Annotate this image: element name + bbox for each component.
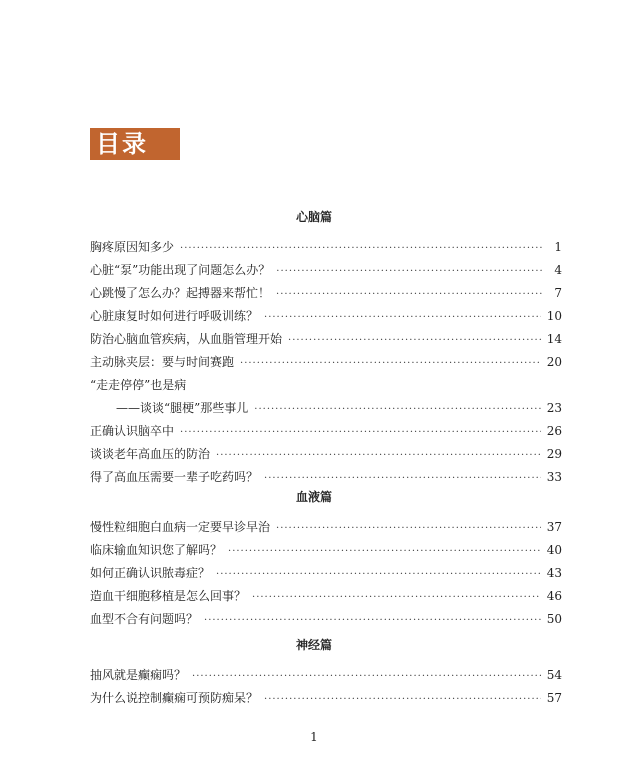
leader-dots <box>288 332 541 350</box>
entry-page: 7 <box>554 286 562 300</box>
entry-page: 46 <box>546 589 562 603</box>
entry-page: 57 <box>546 691 562 705</box>
entry-title: 临床输血知识您了解吗？ <box>90 543 223 557</box>
entry-title: 得了高血压需要一辈子吃药吗？ <box>90 470 259 484</box>
leader-dots <box>216 566 541 584</box>
entry-title: 谈谈老年高血压的防治 <box>90 447 211 461</box>
leader-dots <box>264 470 541 488</box>
entry-page: 14 <box>546 332 562 346</box>
toc-entry[interactable] <box>90 518 562 536</box>
leader-dots <box>252 589 541 607</box>
toc-entry[interactable] <box>90 666 562 684</box>
section-heading-blood: 血液篇 <box>295 490 332 504</box>
entry-page: 50 <box>546 612 562 626</box>
toc-entry[interactable] <box>90 238 562 256</box>
toc-entry[interactable] <box>90 307 562 325</box>
entry-title: 胸疼原因知多少 <box>90 240 175 254</box>
entry-page: 37 <box>546 520 562 534</box>
entry-title: 心脏康复时如何进行呼吸训练？ <box>90 309 259 323</box>
entry-title: 血型不合有问题吗？ <box>90 612 199 626</box>
entry-title: 正确认识脑卒中 <box>90 424 175 438</box>
entry-title: “走走停停”也是病 <box>90 378 187 392</box>
toc-entry[interactable] <box>90 330 562 348</box>
entry-page: 29 <box>546 447 562 461</box>
leader-dots <box>254 401 540 419</box>
leader-dots <box>180 424 541 442</box>
entry-page: 10 <box>546 309 562 323</box>
entry-title: ——谈谈“腿梗”那些事儿 <box>116 401 249 415</box>
toc-entry[interactable] <box>90 564 562 582</box>
toc-entry[interactable] <box>90 541 562 559</box>
leader-dots <box>216 447 541 465</box>
toc-entry[interactable] <box>90 445 562 463</box>
leader-dots <box>264 691 541 709</box>
entry-title: 心跳慢了怎么办？起搏器来帮忙！ <box>90 286 271 300</box>
entry-title: 如何正确认识脓毒症？ <box>90 566 211 580</box>
toc-entry[interactable] <box>90 284 562 302</box>
entry-page: 1 <box>554 240 562 254</box>
entry-page: 4 <box>554 263 562 277</box>
section-heading-heart-brain: 心脑篇 <box>295 210 332 224</box>
toc-entry[interactable] <box>90 587 562 605</box>
entry-title: 防治心脑血管疾病，从血脂管理开始 <box>90 332 283 346</box>
entry-title: 造血干细胞移植是怎么回事？ <box>90 589 247 603</box>
leader-dots <box>240 355 541 373</box>
entry-page: 40 <box>546 543 562 557</box>
leader-dots <box>204 612 541 630</box>
entry-title: 慢性粒细胞白血病一定要早诊早治 <box>90 520 271 534</box>
toc-entry[interactable] <box>90 353 562 371</box>
entry-title: 为什么说控制癫痫可预防痴呆？ <box>90 691 259 705</box>
entry-title: 主动脉夹层：要与时间赛跑 <box>90 355 235 369</box>
toc-entry-subtitle[interactable] <box>116 399 562 417</box>
toc-entry[interactable] <box>90 610 562 628</box>
toc-entry[interactable] <box>90 468 562 486</box>
toc-entry[interactable] <box>90 422 562 440</box>
leader-dots <box>228 543 541 561</box>
leader-dots <box>276 520 541 538</box>
entry-page: 54 <box>546 668 562 682</box>
entry-page: 23 <box>546 401 562 415</box>
leader-dots <box>276 286 542 304</box>
page-number: 1 <box>310 730 318 744</box>
toc-entry-heading[interactable] <box>90 376 562 394</box>
entry-page: 43 <box>546 566 562 580</box>
entry-page: 26 <box>546 424 562 438</box>
entry-title: 抽风就是癫痫吗？ <box>90 668 187 682</box>
entry-page: 20 <box>546 355 562 369</box>
leader-dots <box>276 263 542 281</box>
toc-entry[interactable] <box>90 689 562 707</box>
leader-dots <box>264 309 541 327</box>
entry-title: 心脏“泵”功能出现了问题怎么办？ <box>90 263 271 277</box>
leader-dots <box>180 240 542 258</box>
section-heading-neuro: 神经篇 <box>295 638 332 652</box>
toc-title: 目录 <box>90 128 180 160</box>
entry-page: 33 <box>546 470 562 484</box>
toc-entry[interactable] <box>90 261 562 279</box>
leader-dots <box>192 668 541 686</box>
